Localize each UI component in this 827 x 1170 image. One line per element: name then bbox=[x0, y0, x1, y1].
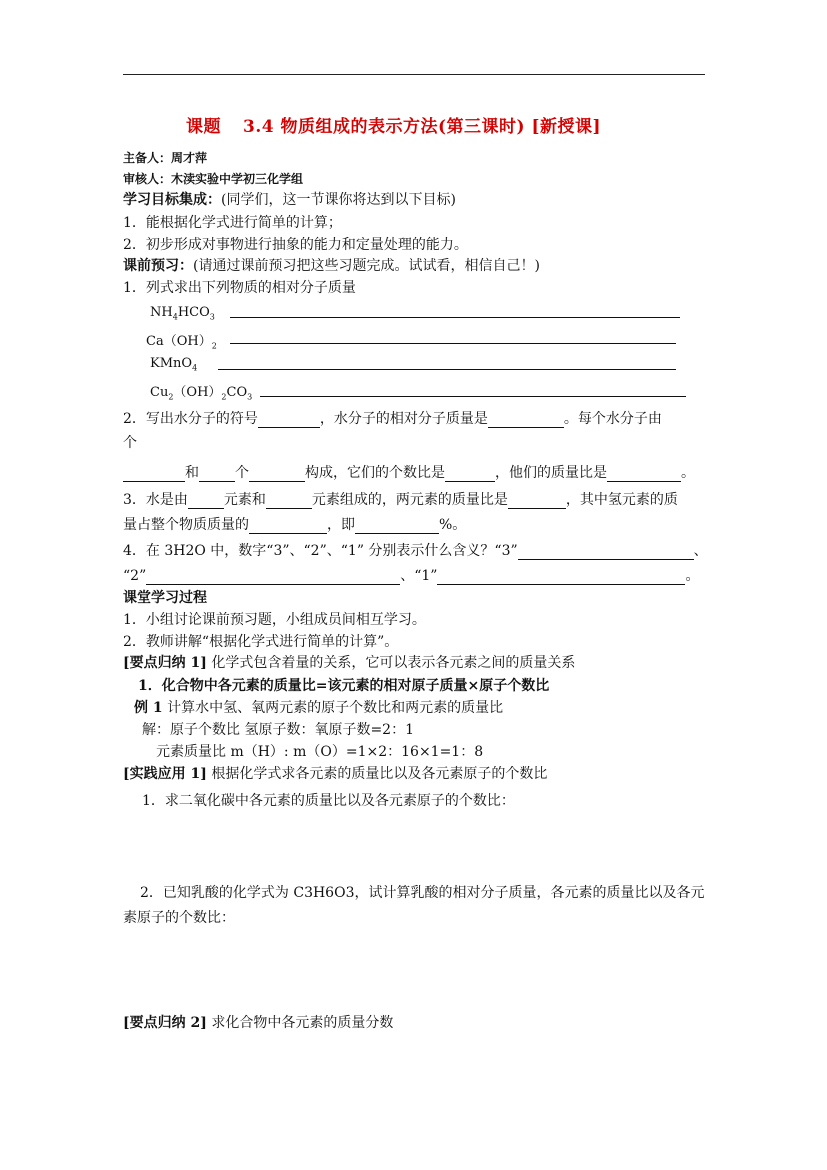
blank-atom-type[interactable] bbox=[249, 467, 305, 482]
blank-mass-ratio[interactable] bbox=[607, 467, 681, 482]
ex1-tag: 例 1 bbox=[134, 700, 163, 716]
title-text: 3.4 物质组成的表示方法(第三课时) [新授课] bbox=[243, 117, 602, 137]
q4-text-b: 、 bbox=[693, 543, 708, 559]
q3-text-d: ，其中氢元素的质 bbox=[565, 492, 678, 508]
preview-q2-line1 bbox=[123, 408, 662, 428]
goals-heading: 学习目标集成： bbox=[123, 192, 221, 208]
goals-line bbox=[123, 189, 456, 209]
preview-intro: (请通过课前预习把这些习题完成。试试看，相信自己！) bbox=[193, 258, 540, 274]
practice-1 bbox=[123, 763, 547, 783]
blank-water-mass[interactable] bbox=[488, 413, 564, 428]
formula-kmno4: KMnO$_4$ bbox=[150, 356, 198, 373]
q4-text-a: 4．在 3H2O 中，数字“3”、“2”、“1” 分别表示什么含义？“3” bbox=[123, 543, 518, 559]
preview-heading: 课前预习： bbox=[123, 258, 193, 274]
blank-element-mass-ratio[interactable] bbox=[508, 494, 566, 509]
blank-meaning-3[interactable] bbox=[518, 545, 694, 560]
key1-tag: [要点归纳 1] bbox=[123, 655, 207, 671]
blank-atom-count-1[interactable] bbox=[123, 467, 185, 482]
preparer: 主备人：周才萍 bbox=[123, 151, 208, 165]
goal-item-2: 2．初步形成对事物进行抽象的能力和定量处理的能力。 bbox=[123, 237, 468, 253]
solution-line-2: 元素质量比 m（H）: m（O）=1×2：16×1=1：8 bbox=[156, 744, 484, 760]
practice-q2-line2: 素原子的个数比： bbox=[123, 910, 235, 926]
q2-text-b: ，水分子的相对分子质量是 bbox=[319, 411, 488, 427]
page-title bbox=[186, 112, 601, 137]
q2-text-e: 和 bbox=[185, 465, 199, 481]
classroom-item-2: 2．教师讲解“根据化学式进行简单的计算”。 bbox=[123, 634, 399, 650]
practice1-tag: [实践应用 1] bbox=[123, 766, 207, 782]
example-1 bbox=[134, 697, 503, 717]
q3-text-e: 量占整个物质质量的 bbox=[123, 517, 249, 533]
answer-line-4[interactable] bbox=[260, 396, 686, 397]
q2-text-d: 个 bbox=[123, 435, 137, 451]
q4-text-c: “2” bbox=[123, 568, 147, 584]
preview-q4-line2 bbox=[123, 565, 699, 585]
formula-nh4hco3: $NH_4HCO_3$ bbox=[150, 305, 215, 322]
q2-text-g: 构成，它们的个数比是 bbox=[305, 465, 445, 481]
preview-q3-line2 bbox=[123, 514, 466, 534]
blank-water-symbol[interactable] bbox=[258, 413, 320, 428]
answer-line-2[interactable] bbox=[230, 343, 676, 344]
q3-text-b: 元素和 bbox=[223, 492, 266, 508]
formula-cu2oh2co3: $Cu_2(OH)_2CO_3$ bbox=[150, 385, 253, 402]
q3-text-a: 3．水是由 bbox=[123, 492, 188, 508]
ex1-text: 计算水中氢、氧两元素的原子个数比和两元素的质量比 bbox=[167, 700, 504, 716]
q3-text-f: ，即 bbox=[327, 517, 355, 533]
goals-intro: (同学们，这一节课你将达到以下目标) bbox=[221, 192, 456, 208]
classroom-heading: 课堂学习过程 bbox=[123, 590, 207, 606]
key-point-2 bbox=[123, 1012, 393, 1032]
q3-text-g: %。 bbox=[439, 517, 467, 533]
practice1-text: 根据化学式求各元素的质量比以及各元素原子的个数比 bbox=[211, 766, 548, 782]
preview-q4-line1 bbox=[123, 540, 708, 560]
preview-line bbox=[123, 255, 540, 275]
key1-text: 化学式包含着量的关系，它可以表示各元素之间的质量关系 bbox=[211, 655, 576, 671]
q2-text-a: 2．写出水分子的符号 bbox=[123, 411, 258, 427]
preview-q2-line2 bbox=[123, 462, 695, 482]
blank-count-ratio[interactable] bbox=[445, 467, 495, 482]
practice-q2-line1: 2．已知乳酸的化学式为 C3H6O3，试计算乳酸的相对分子质量，各元素的质量比以及各元 bbox=[140, 885, 705, 901]
blank-element-1[interactable] bbox=[188, 494, 224, 509]
key2-tag: [要点归纳 2] bbox=[123, 1015, 207, 1031]
formula-caoh2: $Ca(OH)_2$ bbox=[146, 334, 217, 351]
reviewer: 审核人：木渎实验中学初三化学组 bbox=[123, 172, 304, 186]
q4-text-d: 、“1” bbox=[400, 568, 438, 584]
blank-percent[interactable] bbox=[355, 519, 439, 534]
blank-fraction[interactable] bbox=[249, 519, 327, 534]
practice-q1: 1．求二氧化碳中各元素的质量比以及各元素原子的个数比： bbox=[142, 793, 515, 809]
answer-line-1[interactable] bbox=[230, 317, 680, 318]
q2-text-h: ，他们的质量比是 bbox=[495, 465, 607, 481]
q2-text-c: 。每个水分子由 bbox=[563, 411, 662, 427]
answer-line-3[interactable] bbox=[218, 369, 676, 370]
solution-line-1: 解：原子个数比 氢原子数：氧原子数=2：1 bbox=[142, 722, 414, 738]
blank-meaning-2[interactable] bbox=[146, 570, 400, 585]
q2-text-i: 。 bbox=[681, 465, 695, 481]
goal-item-1: 1．能根据化学式进行简单的计算； bbox=[123, 215, 342, 231]
blank-element-2[interactable] bbox=[266, 494, 312, 509]
rule-1: 1．化合物中各元素的质量比=该元素的相对原子质量×原子个数比 bbox=[138, 678, 550, 694]
blank-meaning-1[interactable] bbox=[437, 570, 685, 585]
classroom-item-1: 1．小组讨论课前预习题，小组成员间相互学习。 bbox=[123, 612, 426, 628]
key2-text: 求化合物中各元素的质量分数 bbox=[211, 1015, 394, 1031]
header-rule bbox=[123, 74, 705, 75]
preview-q1: 1．列式求出下列物质的相对分子质量 bbox=[123, 280, 356, 296]
q2-text-f: 个 bbox=[235, 465, 249, 481]
title-prefix: 课题 bbox=[186, 117, 221, 137]
q3-text-c: 元素组成的，两元素的质量比是 bbox=[311, 492, 508, 508]
preview-q3-line1 bbox=[123, 489, 678, 509]
q4-text-e: 。 bbox=[685, 568, 700, 584]
key-point-1 bbox=[123, 652, 575, 672]
blank-atom-count-2[interactable] bbox=[199, 467, 235, 482]
